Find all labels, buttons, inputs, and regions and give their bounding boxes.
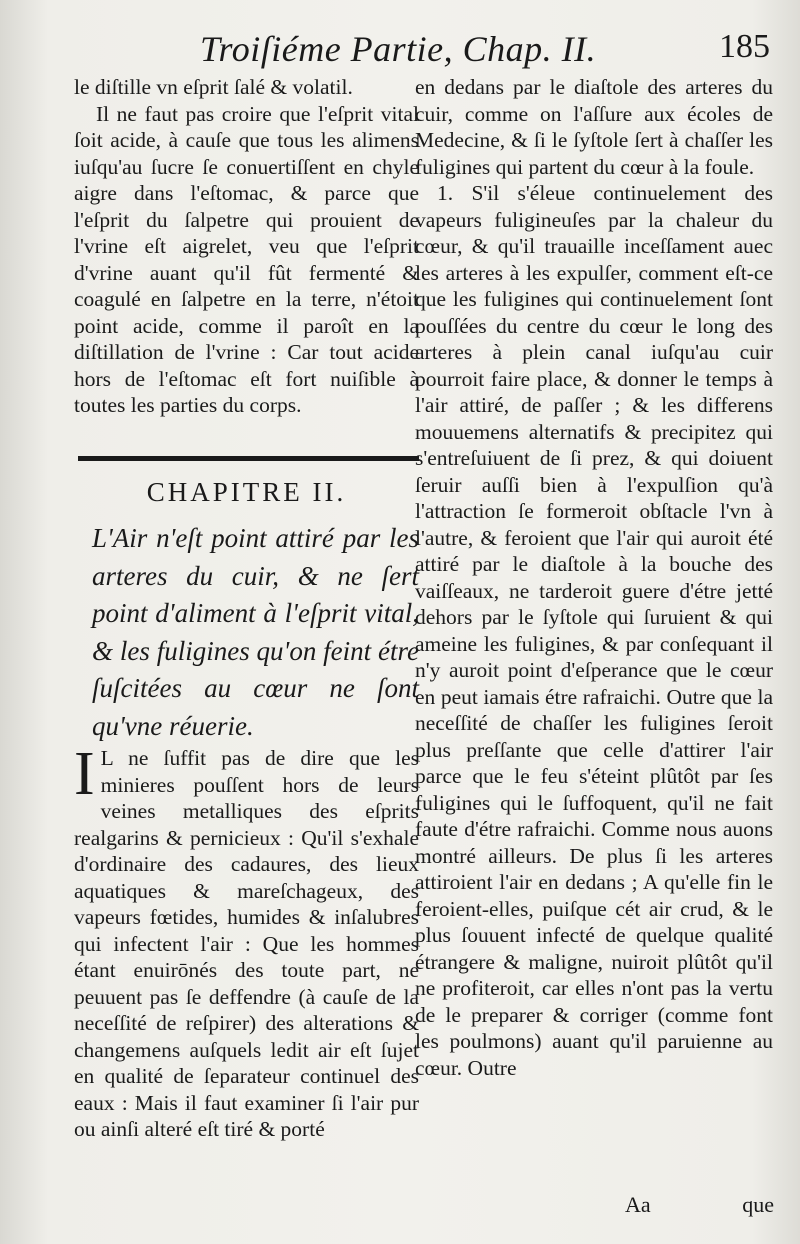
- left-paragraph-3-text: L ne ſuffit pas de dire que les minieres pouſſent hors de leurs veines metalliques des eſprits realgarins & pernicieux : Qu'il s'exhale d'ordinaire des cadaures, des lieux aquatiques & mareſchageux, des vapeurs fœtides, humides & inſalubres qui infectent l'air : Que les hommes étant enuirōnés des toute part, ne peuuent pas ſe deffendre (à cauſe de la neceſſité de reſpirer) des alterations & changemens auſquels ledit air eſt ſujet en qualité de ſeparateur continuel des eaux : Mais il faut examiner ſi l'air pur ou ainſi alteré eſt tiré & porté: [74, 746, 419, 1141]
- right-paragraph-2: 1. S'il s'éleue continuelement des vapeurs fuligineuſes par la chaleur du cœur, & qu'il trauaille inceſſament auec les arteres à les expulſer, comment eſt-ce que les fuligines qui continuelement ſont pouſſées du centre du cœur le long des arteres à plein canal iuſqu'au cuir pourroit faire place, & donner le temps à l'air attiré, de paſſer ; & les differens mouuemens alternatifs & precipitez qui s'entreſuiuent de ſi prez, & qui doiuent ſeruir auſſi bien à l'expulſion qu'à l'attraction ſe formeroit obſtacle l'vn à l'autre, & feroient que l'air qui auroit été attiré par le diaſtole à la bouche des vaiſſeaux, ne tarderoit guere d'étre jetté dehors par le ſyſtole qui ſuruient & qui ameine les fuligines, & par conſequant il n'y auroit point d'eſperance que le cœur en peut iamais étre rafraichi. Outre que la neceſſité de chaſſer les fuligines ſeroit plus preſſante que celle d'attirer l'air parce que le feu s'éteint plûtôt par ſes fuligines qui le ſuffoquent, qu'il ne fait faute d'étre rafraichi. Comme nous auons montré ailleurs. De plus ſi les arteres attiroient l'air en dedans ; A qu'elle fin le feroient-elles, puiſque cét air crud, & le plus ſouuent infecté de quelque qualité étrangere & maligne, nuiroit plûtôt qu'il ne profiteroit, car elles n'ont pas la vertu de le preparer & corriger (comme font les poulmons) auant qu'il paruienne au cœur. Outre: [415, 181, 773, 1080]
- page-header: [150, 28, 770, 72]
- left-paragraph-3: [74, 740, 419, 1143]
- running-head: Troiſiéme Partie, Chap. II.: [200, 29, 597, 69]
- left-paragraph-1: le diſtille vn eſprit ſalé & volatil.: [74, 75, 353, 99]
- page-number: 185: [719, 28, 770, 65]
- chapter-title: CHAPITRE II.: [146, 476, 347, 507]
- right-paragraph-1: en dedans par le diaſtole des arteres du cuir, comme on l'aſſure aux écoles de Medecine, & ſi le ſyſtole ſert à chaſſer les fuligines qui partent du cœur à la foule.: [415, 75, 773, 179]
- catchword: que: [742, 1192, 774, 1217]
- page-footer: [415, 1192, 774, 1222]
- drop-capital: I: [74, 740, 95, 808]
- section-rule: [78, 456, 419, 461]
- left-paragraph-2: Il ne faut pas croire que l'eſprit vital ſoit acide, à cauſe que tous les alimens iuſqu'au ſucre ſe conuertiſſent en chyle aigre dans l'eſtomac, & parce que l'eſprit du ſalpetre qui prouient de l'vrine eſt aigrelet, veu que l'eſprit d'vrine auant qu'il fût fermenté & coagulé en ſalpetre en la terre, n'étoit point acide, comme il paroît en la diſtillation de l'vrine : Car tout acide hors de l'eſtomac eſt fort nuiſible à toutes les parties du corps.: [74, 101, 419, 417]
- left-column: [74, 74, 419, 1143]
- signature-mark: Aa: [625, 1192, 651, 1217]
- right-column: [415, 74, 773, 1081]
- chapter-summary: L'Air n'eſt point attiré par les arteres du cuir, & ne ſert point d'aliment à l'eſprit vital, & les fuligines qu'on feint étre ſuſcitées au cœur ne ſont qu'vne réuerie.: [92, 523, 419, 741]
